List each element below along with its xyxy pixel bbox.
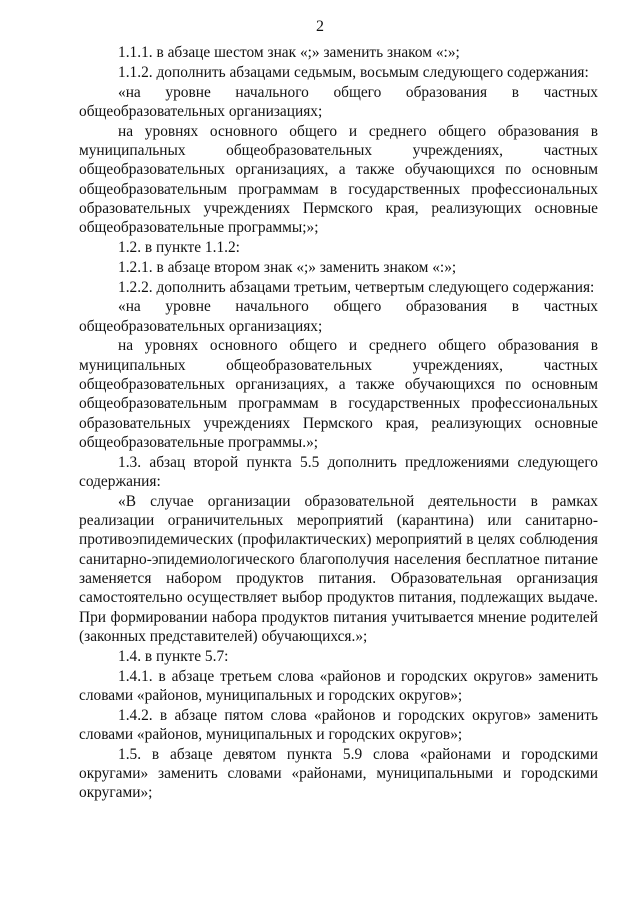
- quoted-paragraph-basic-secondary-level: на уровнях основного общего и среднего общего образования в муниципальных общеобразовательных учреждениях, частных общеобразовательных организациях, а также обучающихся по основным общеобразовательным программам в государственных профессиональных образовательных учреждениях Пермского края, реализующих основные общеобразовательные программы;»;: [79, 122, 598, 237]
- paragraph-1-2-2: 1.2.2. дополнить абзацами третьим, четвертым следующего содержания:: [118, 278, 595, 296]
- paragraph-1-5: 1.5. в абзаце девятом пункта 5.9 слова «районами и городскими округами» заменить словами «районами, муниципальными и городскими округами»;: [79, 745, 598, 802]
- page-number: 2: [316, 18, 324, 35]
- paragraph-1-2-1: 1.2.1. в абзаце втором знак «;» заменить знаком «:»;: [118, 258, 457, 276]
- paragraph-1-3: 1.3. абзац второй пункта 5.5 дополнить предложениями следующего содержания:: [79, 453, 598, 491]
- document-body: [79, 43, 598, 803]
- quoted-paragraph-quarantine: «В случае организации образовательной деятельности в рамках реализации ограничительных мероприятий (карантина) или санитарно-противоэпидемических (профилактических) мероприятий в целях соблюдения санитарно-эпидемиологического благополучия населения бесплатное питание заменяется набором продуктов питания. Образовательная организация самостоятельно осуществляет выбор продуктов питания, подлежащих выдаче. При формировании набора продуктов питания учитывается мнение родителей (законных представителей) обучающихся.»;: [79, 492, 598, 645]
- paragraph-1-2: 1.2. в пункте 1.1.2:: [118, 238, 240, 256]
- paragraph-1-4-2: 1.4.2. в абзаце пятом слова «районов и городских округов» заменить словами «районов, муниципальных и городских округов»;: [79, 706, 598, 743]
- paragraph-1-4-1: 1.4.1. в абзаце третьем слова «районов и городских округов» заменить словами «районов, муниципальных и городских округов»;: [79, 667, 598, 704]
- paragraph-1-1-1: 1.1.1. в абзаце шестом знак «;» заменить знаком «:»;: [118, 44, 460, 61]
- quoted-paragraph-primary-level: «на уровне начального общего образования в частных общеобразовательных организациях;: [79, 83, 598, 120]
- quoted-paragraph-basic-secondary-level-2: на уровнях основного общего и среднего общего образования в муниципальных общеобразовательных учреждениях, частных общеобразовательных организациях, а также обучающихся по основным общеобразовательным программам в государственных профессиональных образовательных учреждениях Пермского края, реализующих основные общеобразовательные программы.»;: [79, 337, 598, 451]
- paragraph-1-1-2: 1.1.2. дополнить абзацами седьмым, восьмым следующего содержания:: [118, 63, 589, 81]
- quoted-paragraph-primary-level-2: «на уровне начального общего образования в частных общеобразовательных организациях;: [79, 298, 598, 335]
- paragraph-1-4: 1.4. в пункте 5.7:: [118, 647, 229, 665]
